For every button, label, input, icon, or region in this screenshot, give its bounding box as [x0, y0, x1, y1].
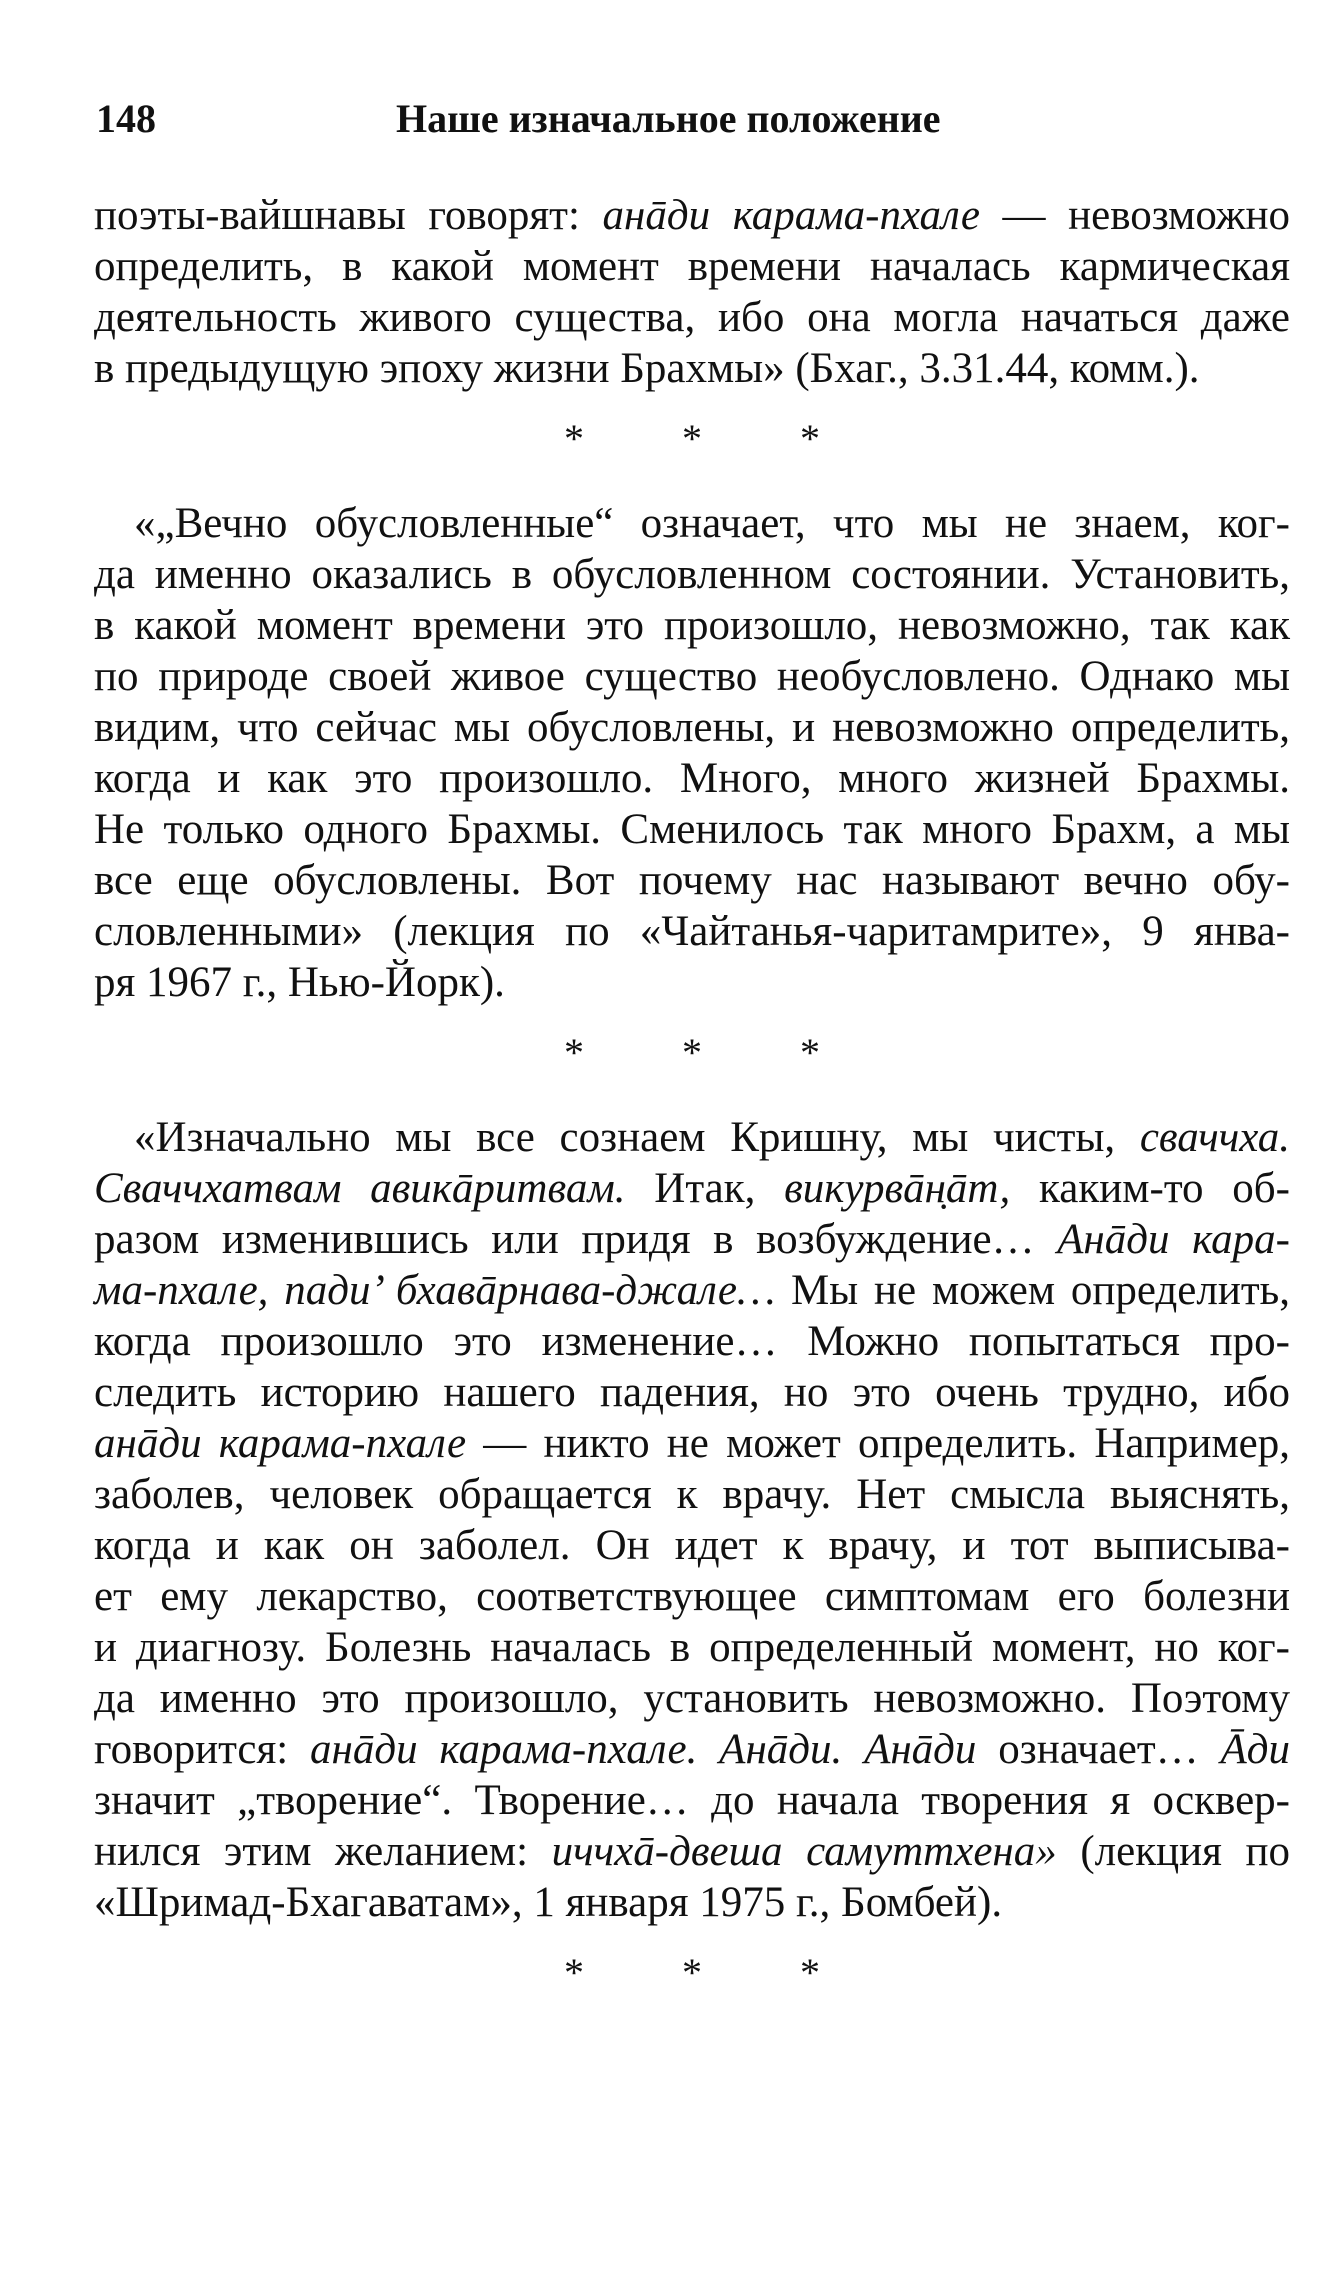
text-line: в какой момент времени это произошло, невозможно, так как: [94, 602, 1290, 649]
text-line: в предыдущую эпоху жизни Брахмы» (Бхаг., 3.31.44, комм.).: [94, 345, 1200, 392]
text-line: определить, в какой момент времени началась кармическая: [94, 243, 1290, 290]
paragraph: [94, 1112, 1290, 1928]
section-separator: * * *: [564, 1030, 864, 1075]
text-line: по природе своей живое существо необусловлено. Однако мы: [94, 653, 1290, 700]
section-separator: * * *: [564, 416, 864, 461]
text-line: «Шримад-Бхагаватам», 1 января 1975 г., Бомбей).: [94, 1879, 1003, 1926]
text-line: говорится: анāди карама-пхале. Анāди. Анāди означает… Āди: [94, 1726, 1290, 1773]
text-line: «Изначально мы все сознаем Кришну, мы чисты, сваччха.: [134, 1114, 1290, 1161]
text-line: ря 1967 г., Нью-Йорк).: [94, 959, 505, 1006]
text-line: ма-пхале, пади’ бхавāрнава-джале… Мы не можем определить,: [94, 1267, 1290, 1314]
text-line: Не только одного Брахмы. Сменилось так много Брахм, а мы: [94, 806, 1290, 853]
text-line: да именно оказались в обусловленном состоянии. Установить,: [94, 551, 1290, 598]
text-line: нился этим желанием: иччхā-двеша самуттхена» (лекция по: [94, 1828, 1290, 1875]
text-line: все еще обусловлены. Вот почему нас называют вечно обу-: [94, 857, 1290, 904]
text-line: разом изменившись или придя в возбуждение… Анāди кара-: [94, 1216, 1290, 1263]
section-separator: * * *: [564, 1950, 864, 1995]
body-text: [94, 190, 1290, 2018]
text-line: значит „творение“. Творение… до начала творения я осквер-: [94, 1777, 1290, 1824]
text-line: «„Вечно обусловленные“ означает, что мы не знаем, ког-: [134, 500, 1290, 547]
text-line: и диагнозу. Болезнь началась в определенный момент, но ког-: [94, 1624, 1290, 1671]
text-line: когда и как он заболел. Он идет к врачу, и тот выписыва-: [94, 1522, 1290, 1569]
text-line: словленными» (лекция по «Чайтанья-чаритамрите», 9 янва-: [94, 908, 1290, 955]
text-line: Сваччхатвам авикāритвам. Итак, викурвāн̣āт, каким-то об-: [94, 1165, 1290, 1212]
text-line: когда произошло это изменение… Можно попытаться про-: [94, 1318, 1290, 1365]
running-title: Наше изначальное положение: [396, 96, 941, 141]
text-line: видим, что сейчас мы обусловлены, и невозможно определить,: [94, 704, 1290, 751]
text-line: ет ему лекарство, соответствующее симптомам его болезни: [94, 1573, 1290, 1620]
text-line: поэты-вайшнавы говорят: анāди карама-пхале — невозможно: [94, 192, 1290, 239]
text-line: следить историю нашего падения, но это очень трудно, ибо: [94, 1369, 1290, 1416]
text-line: заболев, человек обращается к врачу. Нет смысла выяснять,: [94, 1471, 1290, 1518]
text-line: анāди карама-пхале — никто не может определить. Например,: [94, 1420, 1290, 1467]
text-line: деятельность живого существа, ибо она могла начаться даже: [94, 294, 1290, 341]
text-line: да именно это произошло, установить невозможно. Поэтому: [94, 1675, 1290, 1722]
page-number: 148: [96, 96, 156, 141]
page-header: [96, 95, 1246, 155]
text-line: когда и как это произошло. Много, много жизней Брахмы.: [94, 755, 1290, 802]
paragraph: [94, 190, 1290, 394]
paragraph: [94, 498, 1290, 1008]
